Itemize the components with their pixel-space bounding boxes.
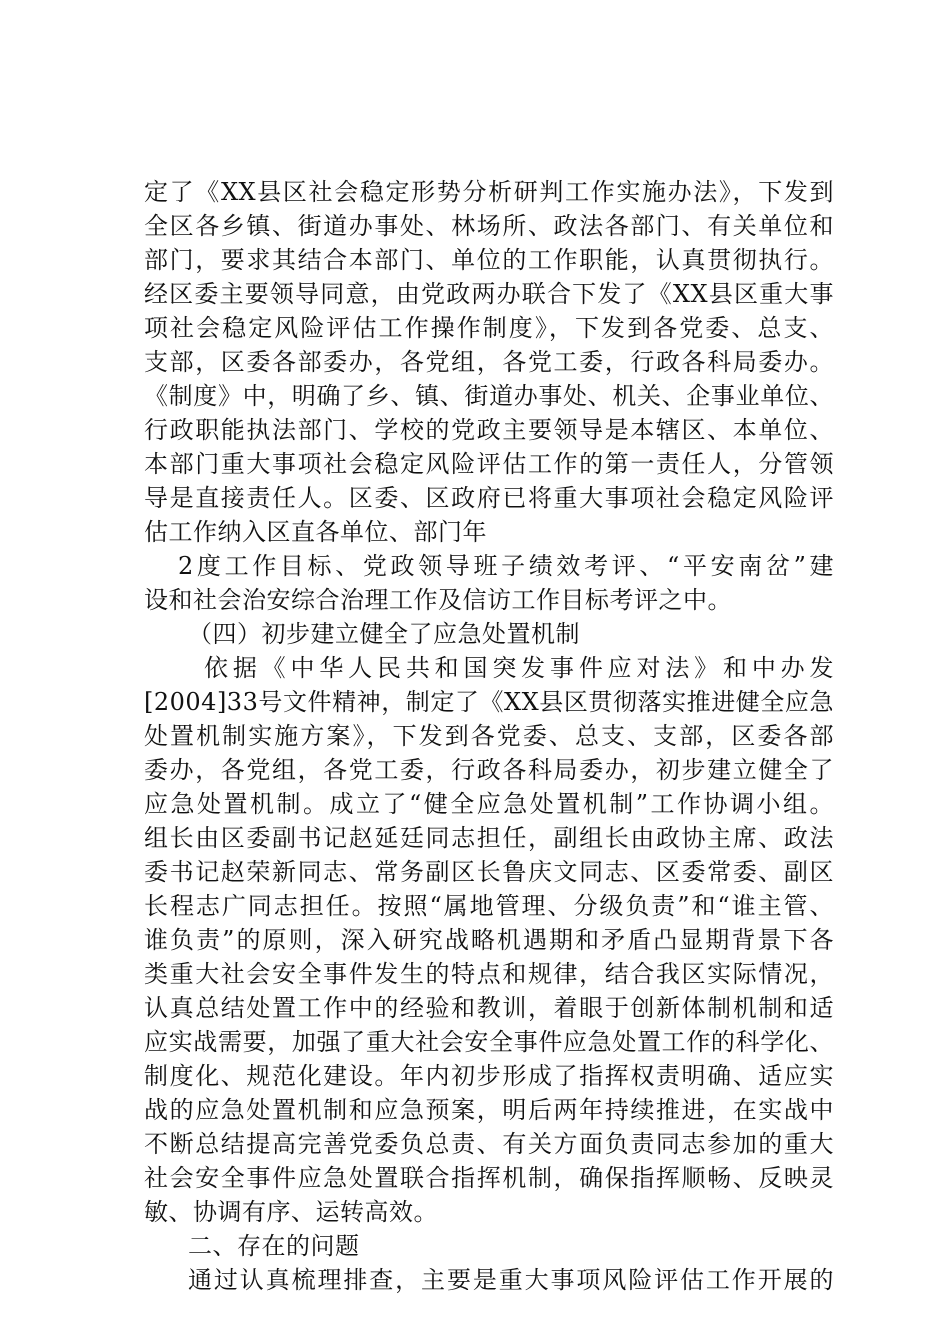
section-heading: （四）初步建立健全了应急处置机制 <box>188 620 580 648</box>
text-line: 部门，要求其结合本部门、单位的工作职能，认真贯彻执行。 <box>144 246 834 274</box>
text-line: 谁负责”的原则，深入研究战略机遇期和矛盾凸显期背景下各 <box>144 926 834 954</box>
paragraph-first-line: 2度工作目标、党政领导班子绩效考评、“平安南岔”建 <box>178 552 834 580</box>
text-line: 应实战需要，加强了重大社会安全事件应急处置工作的科学化、 <box>144 1028 834 1056</box>
text-line: 委办，各党组，各党工委，行政各科局委办，初步建立健全了 <box>144 756 834 784</box>
text-line: 支部，区委各部委办，各党组，各党工委，行政各科局委办。 <box>144 348 834 376</box>
text-line: 行政职能执法部门、学校的党政主要领导是本辖区、本单位、 <box>144 416 834 444</box>
text-line: 估工作纳入区直各单位、部门年 <box>144 518 487 546</box>
text-line: [2004]33号文件精神，制定了《XX县区贯彻落实推进健全应急 <box>144 688 834 716</box>
text-line: 敏、协调有序、运转高效。 <box>144 1198 438 1226</box>
section-heading: 二、存在的问题 <box>188 1232 360 1260</box>
text-line: 处置机制实施方案》，下发到各党委、总支、支部，区委各部 <box>144 722 834 750</box>
text-line: 认真总结处置工作中的经验和教训，着眼于创新体制机制和适 <box>144 994 834 1022</box>
text-line: 战的应急处置机制和应急预案，明后两年持续推进，在实战中 <box>144 1096 834 1124</box>
text-line: 《制度》中，明确了乡、镇、街道办事处、机关、企事业单位、 <box>144 382 834 410</box>
text-line: 组长由区委副书记赵延廷同志担任，副组长由政协主席、政法 <box>144 824 834 852</box>
paragraph-first-line: 依据《中华人民共和国突发事件应对法》和中办发 <box>204 654 834 682</box>
text-line: 社会安全事件应急处置联合指挥机制，确保指挥顺畅、反映灵 <box>144 1164 834 1192</box>
text-line: 设和社会治安综合治理工作及信访工作目标考评之中。 <box>144 586 732 614</box>
text-line: 制度化、规范化建设。年内初步形成了指挥权责明确、适应实 <box>144 1062 834 1090</box>
paragraph-first-line: 通过认真梳理排查，主要是重大事项风险评估工作开展的 <box>188 1266 834 1294</box>
text-line: 本部门重大事项社会稳定风险评估工作的第一责任人，分管领 <box>144 450 834 478</box>
text-line: 类重大社会安全事件发生的特点和规律，结合我区实际情况， <box>144 960 834 988</box>
text-line: 定了《XX县区社会稳定形势分析研判工作实施办法》，下发到 <box>144 178 834 206</box>
text-line: 导是直接责任人。区委、区政府已将重大事项社会稳定风险评 <box>144 484 834 512</box>
text-line: 委书记赵荣新同志、常务副区长鲁庆文同志、区委常委、副区 <box>144 858 834 886</box>
text-line: 应急处置机制。成立了“健全应急处置机制”工作协调小组。 <box>144 790 834 818</box>
text-line: 长程志广同志担任。按照“属地管理、分级负责”和“谁主管、 <box>144 892 834 920</box>
text-line: 不断总结提高完善党委负总责、有关方面负责同志参加的重大 <box>144 1130 834 1158</box>
text-line: 全区各乡镇、街道办事处、林场所、政法各部门、有关单位和 <box>144 212 834 240</box>
text-line: 经区委主要领导同意，由党政两办联合下发了《XX县区重大事 <box>144 280 834 308</box>
text-line: 项社会稳定风险评估工作操作制度》，下发到各党委、总支、 <box>144 314 834 342</box>
